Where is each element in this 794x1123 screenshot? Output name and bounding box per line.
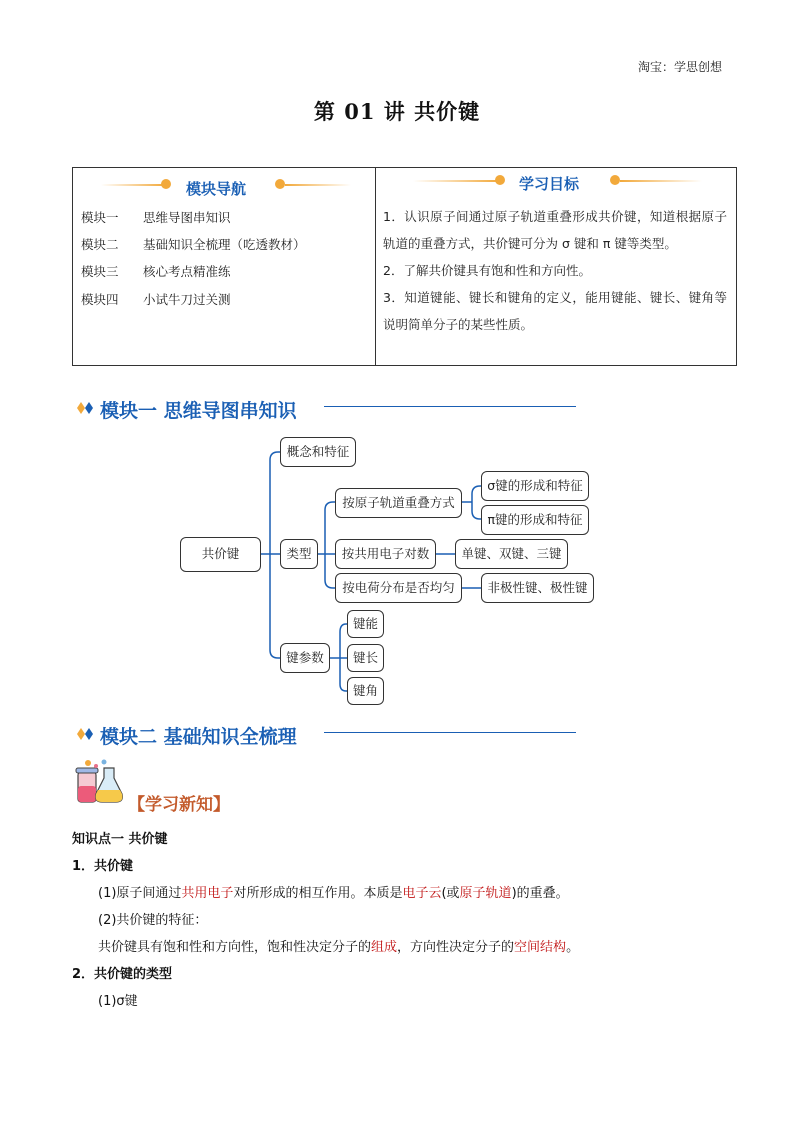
goal-item: 1．认识原子间通过原子轨道重叠形成共价键，知道根据原子轨道的重叠方式，共价键可分为 σ 键和 π 键等类型。 [383, 209, 727, 251]
answer-span: 共用电子 [181, 886, 234, 901]
mindmap-node-concept: 概念和特征 [280, 437, 356, 467]
page-title: 第 01 讲 共价键 [313, 99, 481, 124]
section-heading-1: 模块一 思维导图串知识 [100, 400, 297, 422]
mindmap-node-shared-pairs: 按共用电子对数 [335, 539, 436, 569]
mindmap-node-overlap: 按原子轨道重叠方式 [335, 488, 462, 518]
mindmap-root-node: 共价键 [180, 537, 261, 572]
text-span: 共价键具有饱和性和方向性，饱和性决定分子的 [98, 940, 372, 955]
mindmap-node-pi: π键的形成和特征 [481, 505, 589, 535]
nav-item-label: 思维导图串知识 [143, 210, 231, 225]
flask-icon [74, 758, 126, 806]
nav-item-label: 小试牛刀过关测 [143, 292, 231, 307]
text-span: )的重叠。 [511, 886, 569, 901]
paragraph-features [98, 936, 579, 955]
answer-span: 空间结构 [514, 940, 567, 955]
mindmap-node-length: 键长 [347, 644, 384, 672]
text-span: ，方向性决定分子的 [397, 940, 515, 955]
text-span: 。 [566, 940, 580, 955]
section-heading-2: 模块二 基础知识全梳理 [100, 726, 297, 748]
nav-item-label: 基础知识全梳理（吃透教材） [143, 237, 306, 252]
nav-item-key: 模块二 [81, 237, 119, 252]
answer-span: 组成 [371, 940, 398, 955]
goals-heading: 学习目标 [519, 175, 580, 193]
nav-item-key: 模块三 [81, 264, 119, 279]
mindmap-node-params: 键参数 [280, 643, 330, 673]
answer-span: 原子轨道 [459, 886, 512, 901]
nav-item-key: 模块四 [81, 292, 119, 307]
mindmap-node-polarity: 非极性键、极性键 [481, 573, 594, 603]
section-rule-2 [324, 732, 576, 733]
nav-item-label: 核心考点精准练 [143, 264, 231, 279]
paragraph-sigma: (1)σ键 [98, 994, 138, 1009]
answer-span: 电子云 [402, 886, 442, 901]
knowledge-point-title: 知识点一 共价键 [72, 832, 168, 847]
subheading-1: 1．共价键 [72, 859, 134, 874]
text-span: (1)原子间通过 [98, 886, 182, 901]
text-span: 对所形成的相互作用。本质是 [233, 886, 403, 901]
subheading-2: 2．共价键的类型 [72, 967, 173, 982]
mindmap-node-energy: 键能 [347, 610, 384, 638]
diamond-icon [76, 726, 96, 742]
goal-item: 3．知道键能、键长和键角的定义，能用键能、键长、键角等说明简单分子的某些性质。 [383, 290, 727, 332]
nav-heading: 模块导航 [186, 180, 247, 198]
mindmap-node-type: 类型 [280, 539, 318, 569]
mindmap-node-charge: 按电荷分布是否均匀 [335, 573, 462, 603]
paragraph-definition [98, 882, 569, 901]
text-span: (或 [441, 886, 460, 901]
study-label: 【学习新知】 [128, 795, 230, 815]
paragraph-features-heading: (2)共价键的特征： [98, 913, 208, 928]
mindmap-node-bond-order: 单键、双键、三键 [455, 539, 568, 569]
mindmap-node-angle: 键角 [347, 677, 384, 705]
mindmap-node-sigma: σ键的形成和特征 [481, 471, 589, 501]
nav-item-key: 模块一 [81, 210, 119, 225]
shop-label: 淘宝：学思创想 [638, 60, 723, 74]
goal-item: 2．了解共价键具有饱和性和方向性。 [383, 263, 591, 278]
